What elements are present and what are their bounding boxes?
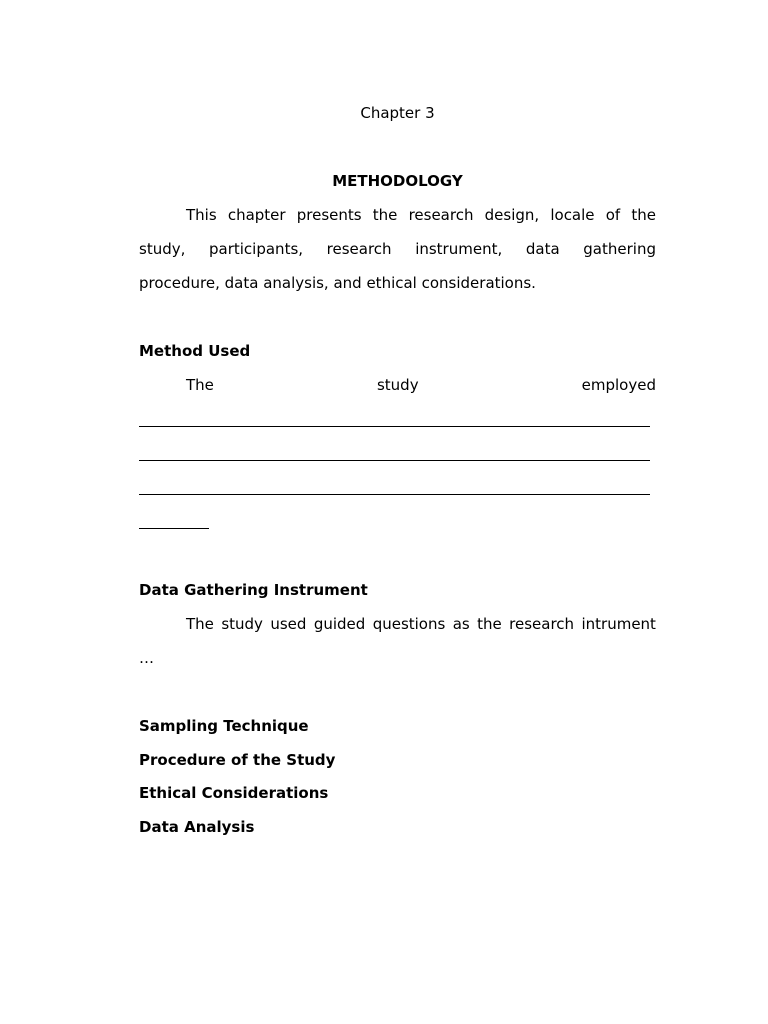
method-used-heading: Method Used xyxy=(139,342,251,360)
intro-line-1 xyxy=(139,205,656,225)
intro-line-2 xyxy=(139,239,656,259)
word: as xyxy=(452,615,470,633)
blank-fill-line xyxy=(139,460,650,461)
word: presents xyxy=(296,206,362,224)
blank-fill-line xyxy=(139,494,650,495)
word: used xyxy=(270,615,307,633)
procedure-heading: Procedure of the Study xyxy=(139,751,336,769)
word: intrument xyxy=(581,615,656,633)
data-gathering-line-1 xyxy=(139,614,656,634)
word: data xyxy=(525,240,560,258)
blank-fill-line xyxy=(139,426,650,427)
data-gathering-heading: Data Gathering Instrument xyxy=(139,581,368,599)
word: participants, xyxy=(209,240,304,258)
chapter-title: METHODOLOGY xyxy=(332,172,463,190)
word: the xyxy=(477,615,502,633)
word: research xyxy=(509,615,575,633)
word: study xyxy=(376,376,419,394)
word: chapter xyxy=(227,206,286,224)
word: study, xyxy=(139,240,186,258)
word: employed xyxy=(581,376,656,394)
data-gathering-line-2: … xyxy=(139,649,154,667)
word: the xyxy=(372,206,398,224)
word: guided xyxy=(313,615,366,633)
word: questions xyxy=(372,615,446,633)
word: design, xyxy=(484,206,540,224)
chapter-label: Chapter 3 xyxy=(360,104,435,122)
word: instrument, xyxy=(415,240,503,258)
word: the xyxy=(631,206,656,224)
blank-fill-line xyxy=(139,528,209,529)
word: locale xyxy=(550,206,595,224)
word: The xyxy=(186,615,214,633)
word: research xyxy=(326,240,392,258)
word: of xyxy=(605,206,621,224)
word: The xyxy=(186,376,214,394)
word: research xyxy=(408,206,474,224)
sampling-technique-heading: Sampling Technique xyxy=(139,717,309,735)
word: study xyxy=(221,615,263,633)
ethical-considerations-heading: Ethical Considerations xyxy=(139,784,329,802)
intro-line-3: procedure, data analysis, and ethical considerations. xyxy=(139,274,536,292)
word: gathering xyxy=(583,240,656,258)
data-analysis-heading: Data Analysis xyxy=(139,818,255,836)
word: This xyxy=(186,206,217,224)
method-used-line-1 xyxy=(139,375,656,395)
